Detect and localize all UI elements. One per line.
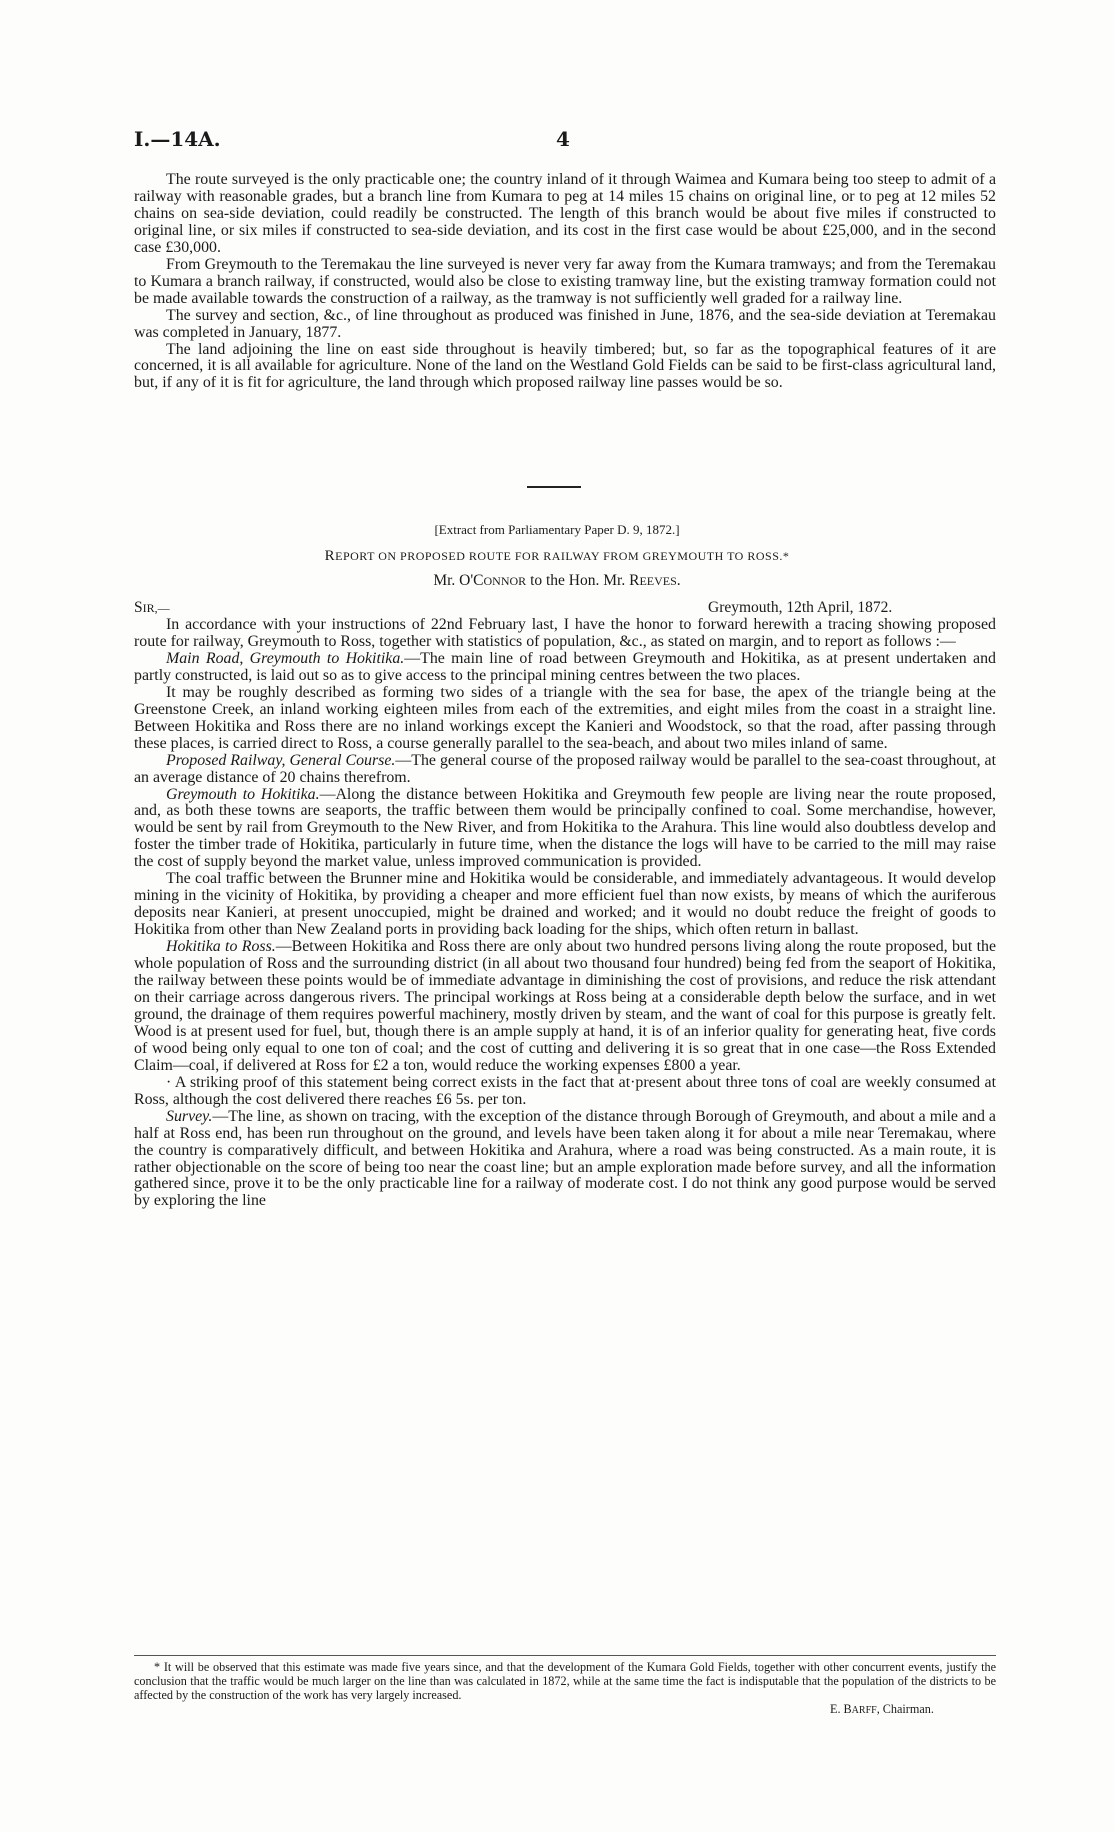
salutation xyxy=(134,599,170,617)
section-divider xyxy=(527,486,581,488)
report-body xyxy=(134,617,996,1210)
sender-middle: to the Hon. Mr. R xyxy=(526,572,640,589)
paragraph xyxy=(134,651,996,685)
footnote xyxy=(134,1660,996,1702)
report-title-smallcaps: EPORT ON PROPOSED ROUTE FOR RAILWAY FROM GREYMOUTH TO ROSS.* xyxy=(335,549,790,563)
paragraph: The route surveyed is the only practicable one; the country inland of it through Waimea and Kumara being too steep to admit of a railway with reasonable grades, but a branch line from Kumara to peg at 14 miles 15 chains on original line, or to peg at 12 miles 52 chains on sea-side deviation, could readily be constructed. The length of this branch would be about five miles if constructed to original line, or six miles if constructed to sea-side deviation, and its cost in the first case would be about £25,000, and in the second case £30,000. xyxy=(134,171,996,256)
paragraph-text: —The main line of road between Greymouth and Hokitika, as at present undertaken and partly constructed, is laid out so as to give access to the principal mining centres between the two places. xyxy=(134,649,996,684)
paragraph-text: —Along the distance between Hokitika and Greymouth few people are living near the route proposed, and, as both these towns are seaports, the traffic between them would be principally confined to coal. Some merchandise, however, would be sent by rail from Greymouth to the New River, and from Hokitika to the Arahura. This line would also doubtless develop and foster the timber trade of Hokitika, particularly in future time, when the distance the logs will have to be carried to the mill may raise the cost of supply beyond the market value, unless improved communication is provided. xyxy=(134,785,997,871)
sender-end: . xyxy=(676,572,681,589)
section-heading: Main Road, Greymouth to Hokitika. xyxy=(166,649,405,667)
paragraph: · A striking proof of this statement being correct exists in the fact that at·present about three tons of coal are weekly consumed at Ross, although the cost delivered there reaches £6 5s. per ton. xyxy=(134,1073,996,1108)
paragraph: It may be roughly described as forming two sides of a triangle with the sea for base, the apex of the triangle being at the Greenstone Creek, an inland working eighteen miles from each of the extremities, and eight miles from the coast in a straight line. Between Hokitika and Ross there are no inland workings except the Kanieri and Woodstock, so that the road, after passing through these places, is carried direct to Ross, a course generally parallel to the sea-beach, and about two miles inland of same. xyxy=(134,683,996,752)
footnote-signature xyxy=(830,1702,934,1717)
signature-end: , Chairman. xyxy=(876,1702,934,1716)
paragraph: The survey and section, &c., of line throughout as produced was finished in June, 1876, and the sea-side deviation at Teremakau was completed in January, 1877. xyxy=(134,306,996,341)
paragraph: From Greymouth to the Teremakau the line surveyed is never very far away from the Kumara tramways; and from the Teremakau to Kumara a branch railway, if constructed, would also be close to existing tramway line, but the existing tramway formation could not be made available towards the construction of a railway, as the tramway is not sufficiently well graded for a railway line. xyxy=(134,255,996,307)
paragraph: In accordance with your instructions of 22nd February last, I have the honor to forward herewith a tracing showing proposed route for railway, Greymouth to Ross, together with statistics of population, &c., as stated on margin, and to report as follows :— xyxy=(134,616,996,650)
signature-smallcaps: ARFF xyxy=(851,1705,877,1716)
paragraph: The coal traffic between the Brunner mine and Hokitika would be considerable, and immediately advantageous. It would develop mining in the vicinity of Hokitika, by providing a cheaper and more efficient fuel than now exists, by means of which the auriferous deposits near Kanieri, at present unoccupied, might be drained and worked; and it would no doubt reduce the freight of goods to Hokitika from other than New Zealand ports in providing back loading for the ships, which often return in ballast. xyxy=(134,870,996,939)
section-heading: Proposed Railway, General Course. xyxy=(166,751,396,769)
section-heading: Greymouth to Hokitika. xyxy=(166,785,320,803)
salutation-initial: S xyxy=(134,599,143,616)
report-title-initial: R xyxy=(324,548,336,564)
paper-reference: I.—14A. xyxy=(134,127,221,151)
footnote-text: * It will be observed that this estimate was made five years since, and that the development of the Kumara Gold Fields, together with other concurrent events, justify the conclusion that the traffic would be much larger on the line than was calculated in 1872, while at the same time the fact is indisputable that the population of the districts to be affected by the construction of the work has very largely increased. xyxy=(134,1660,996,1702)
signature-lead: E. B xyxy=(830,1702,852,1716)
paragraph xyxy=(134,1109,996,1211)
extract-note: [Extract from Parliamentary Paper D. 9, 1872.] xyxy=(434,522,680,537)
section-heading: Hokitika to Ross. xyxy=(166,938,276,956)
paragraph xyxy=(134,753,996,787)
letter-dateline: Greymouth, 12th April, 1872. xyxy=(708,599,893,616)
paragraph-text: —Between Hokitika and Ross there are only about two hundred persons living along the route proposed, but the whole population of Ross and the surrounding district (in all about two thousand four hundred) being fed from the seaport of Hokitika, the railway between these points would be of immediate advantage in diminishing the cost of provisions, and reduce the risk attendant on their carriage across dangerous rivers. The principal workings at Ross being at a considerable depth below the surface, and in wet ground, the drainage of them requires powerful machinery, mostly driven by steam, and the want of coal for this purpose is greatly felt. Wood is at present used for fuel, but, though there is an ample supply at hand, it is of an inferior quality for generating heat, five cords of wood being only equal to one ton of coal; and the cost of cutting and delivering it is so great that in one case—the Ross Extended Claim—coal, if delivered at Ross for £2 a ton, would reduce the working expenses £800 a year. xyxy=(134,938,997,1074)
report-title xyxy=(0,548,1114,565)
footnote-divider xyxy=(134,1655,996,1656)
paragraph-text: —The general course of the proposed railway would be parallel to the sea-coast throughout, at an average distance of 20 chains therefrom. xyxy=(134,751,997,786)
sender-name-smallcaps: ONNOR xyxy=(483,574,527,588)
sender-lead: Mr. O'C xyxy=(433,572,484,589)
paragraph-text: —The line, as shown on tracing, with the exception of the distance through Borough of Greymouth, and about a mile and a half at Ross end, has been run throughout on the ground, and levels have been taken along it for about a mile near Teremakau, where the country is comparatively difficult, and between Hokitika and Arahura, where a road was being constructed. As a main route, it is rather objectionable on the score of being too near the coast line; but an ample exploration made before survey, and all the information gathered since, prove it to be the only practicable line for a railway of moderate cost. I do not think any good purpose would be served by exploring the line xyxy=(134,1107,996,1210)
opening-paragraphs xyxy=(134,172,996,392)
running-header xyxy=(134,127,994,151)
paragraph xyxy=(134,939,996,1075)
salutation-smallcaps: IR,— xyxy=(142,601,170,615)
paragraph: The land adjoining the line on east side throughout is heavily timbered; but, so far as the topographical features of it are concerned, it is all available for agriculture. None of the land on the Westland Gold Fields can be said to be first-class agricultural land, but, if any of it is fit for agriculture, the land through which proposed railway line passes would be so. xyxy=(134,340,996,392)
recipient-name-smallcaps: EEVES xyxy=(639,574,677,588)
letter-sender-line xyxy=(0,572,1114,590)
section-heading: Survey. xyxy=(166,1107,213,1125)
page-number: 4 xyxy=(556,127,570,151)
paragraph xyxy=(134,787,996,872)
